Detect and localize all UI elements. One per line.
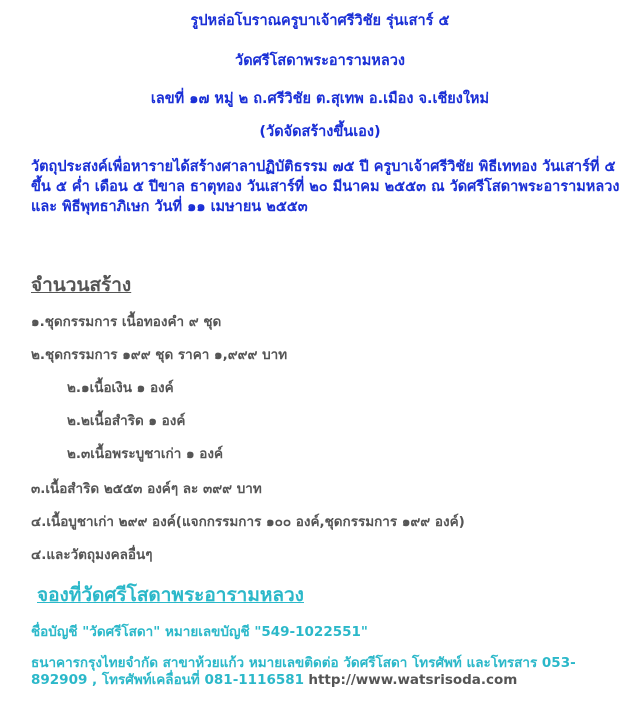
header-title: รูปหล่อโบราณครูบาเจ้าศรีวิชัย รุ่นเสาร์ ๕	[190, 13, 450, 29]
website-link[interactable]: http://www.watsrisoda.com	[308, 672, 518, 688]
list-item: ๔.และวัตถุมงคลอื่นๆ	[31, 547, 153, 563]
header-address: เลขที่ ๑๗ หมู่ ๒ ถ.ศรีวิชัย ต.สุเทพ อ.เมือง จ.เชียงใหม่	[150, 91, 490, 107]
header-note: (วัดจัดสร้างขึ้นเอง)	[259, 124, 381, 140]
list-item: ๔.เนื้อบูชาเก่า ๒๙๙ องค์(แจกกรรมการ ๑๐๐ องค์,ชุดกรรมการ ๑๙๙ องค์)	[31, 514, 465, 530]
list-item: ๓.เนื้อสำริด ๒๕๕๓ องค์ๆ ละ ๓๙๙ บาท	[31, 481, 262, 497]
bank-contact-text: ธนาคารกรุงไทยจำกัด สาขาห้วยแก้ว หมายเลขติดต่อ วัดศรีโสดา โทรศัพท์ และโทรสาร 053-892909 , โทรศัพท์เคลื่อนที่ 081-1116581	[31, 655, 576, 688]
section-title: จำนวนสร้าง	[31, 274, 132, 296]
list-item: ๒.ชุดกรรมการ ๑๙๙ ชุด ราคา ๑,๙๙๙ บาท	[31, 347, 288, 363]
list-item: ๑.ชุดกรรมการ เนื้อทองคำ ๙ ชุด	[31, 314, 222, 330]
list-item: ๒.๑เนื้อเงิน ๑ องค์	[67, 380, 174, 396]
booking-title: จองที่วัดศรีโสดาพระอารามหลวง	[37, 584, 304, 606]
bank-info	[31, 655, 621, 689]
purpose-paragraph: วัตถุประสงค์เพื่อหารายได้สร้างศาลาปฏิบัติธรรม ๗๕ ปี ครูบาเจ้าศรีวิชัย พิธีเททอง วันเสาร์ที่ ๕ ขึ้น ๕ ค่ำ เดือน ๕ ปีขาล ธาตุทอง วันเสาร์ที่ ๒๐ มีนาคม ๒๕๕๓ ณ วัดศรีโสดาพระอารามหลวง และ พิธีพุทธาภิเษก วันที่ ๑๑ เมษายน ๒๕๕๓	[31, 159, 620, 215]
list-item: ๒.๓เนื้อพระบูชาเก่า ๑ องค์	[67, 446, 223, 462]
list-item: ๒.๒เนื้อสำริด ๑ องค์	[67, 413, 186, 429]
account-info: ชื่อบัญชี "วัดศรีโสดา" หมายเลขบัญชี "549-1022551"	[31, 624, 368, 640]
header-temple: วัดศรีโสดาพระอารามหลวง	[235, 53, 405, 69]
